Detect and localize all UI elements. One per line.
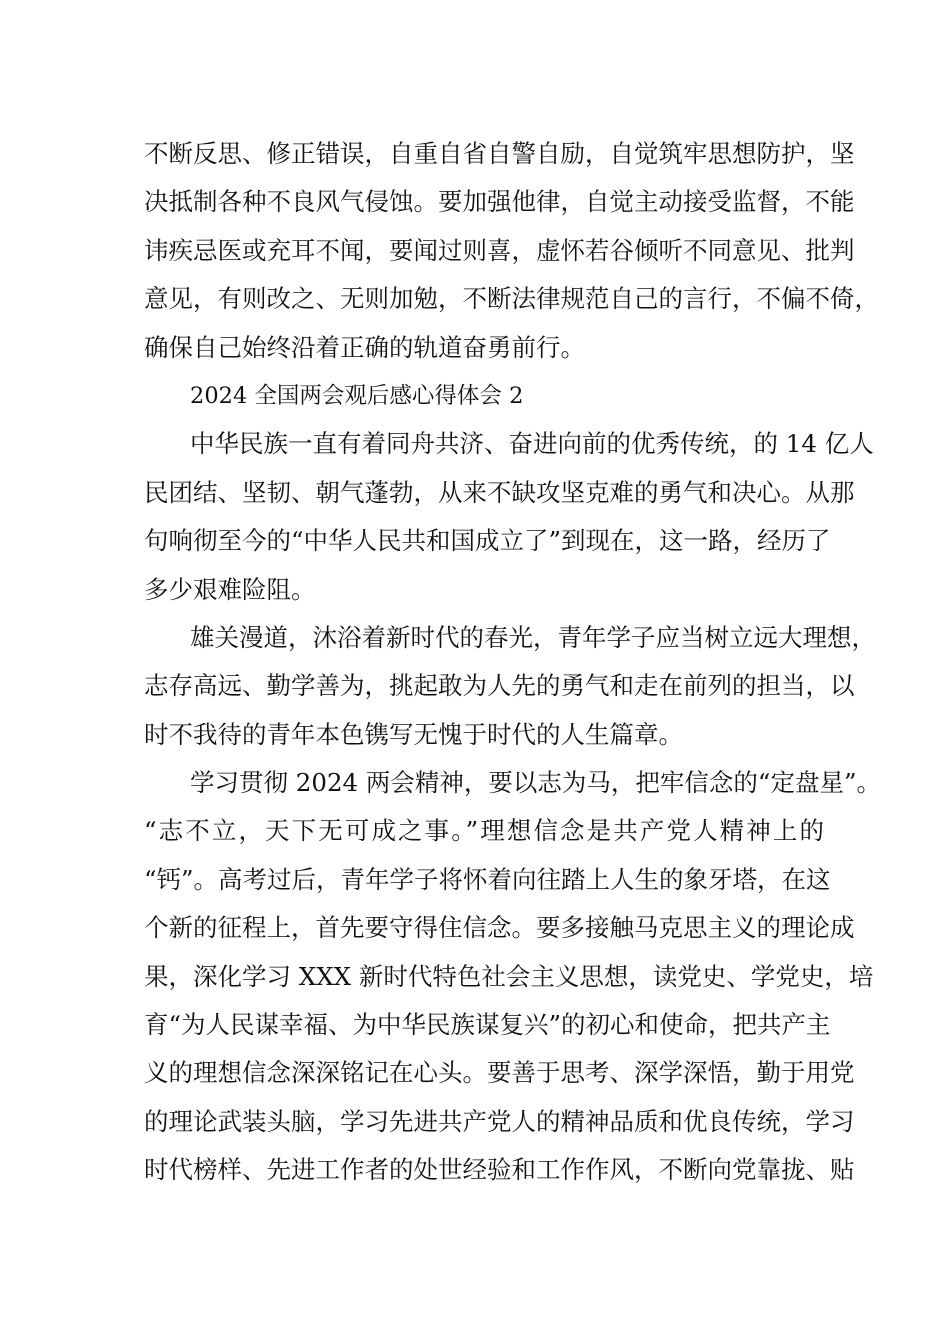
document-body (144, 130, 881, 1195)
body-line: 民团结、坚韧、朝气蓬勃，从来不缺攻坚克难的勇气和决心。从那 (144, 477, 855, 507)
body-line: 时不我待的青年本色镌写无愧于时代的人生篇章。 (144, 719, 683, 749)
body-line: 句响彻至今的“中华人民共和国成立了”到现在，这一路，经历了 (144, 526, 831, 556)
body-line: 讳疾忌医或充耳不闻，要闻过则喜，虚怀若谷倾听不同意见、批判 (144, 235, 855, 265)
section-heading: 2024 全国两会观后感心得体会 2 (190, 382, 524, 409)
body-line: 决抵制各种不良风气侵蚀。要加强他律，自觉主动接受监督，不能 (144, 187, 855, 217)
body-line: 雄关漫道，沐浴着新时代的春光，青年学子应当树立远大理想， (190, 622, 876, 652)
body-line: 的理论武装头脑，学习先进共产党人的精神品质和优良传统，学习 (144, 1106, 855, 1136)
body-line: 时代榜样、先进工作者的处世经验和工作作风，不断向党靠拢、贴 (144, 1155, 855, 1185)
body-line: 多少艰难险阻。 (144, 574, 316, 604)
body-line: “钙”。高考过后，青年学子将怀着向往踏上人生的象牙塔，在这 (144, 864, 831, 894)
body-line: 义的理想信念深深铭记在心头。要善于思考、深学深悟，勤于用党 (144, 1058, 855, 1088)
body-line: 意见，有则改之、无则加勉，不断法律规范自己的言行，不偏不倚， (144, 284, 879, 314)
body-line: 中华民族一直有着同舟共济、奋进向前的优秀传统，的 14 亿人 (190, 429, 874, 459)
body-line: 确保自己始终沿着正确的轨道奋勇前行。 (144, 332, 585, 362)
body-line: 学习贯彻 2024 两会精神，要以志为马，把牢信念的“定盘星”。 (190, 768, 881, 798)
body-line: 个新的征程上，首先要守得住信念。要多接触马克思主义的理论成 (144, 913, 855, 943)
body-line: “志不立，天下无可成之事。”理想信念是共产党人精神上的 (144, 816, 824, 846)
body-line: 不断反思、修正错误，自重自省自警自励，自觉筑牢思想防护，坚 (144, 139, 855, 168)
body-line: 志存高远、勤学善为，挑起敢为人先的勇气和走在前列的担当，以 (144, 671, 855, 701)
body-line: 果，深化学习 XXX 新时代特色社会主义思想，读党史、学党史，培 (144, 961, 874, 991)
body-line: 育“为人民谋幸福、为中华民族谋复兴”的初心和使命，把共产主 (144, 1010, 831, 1040)
